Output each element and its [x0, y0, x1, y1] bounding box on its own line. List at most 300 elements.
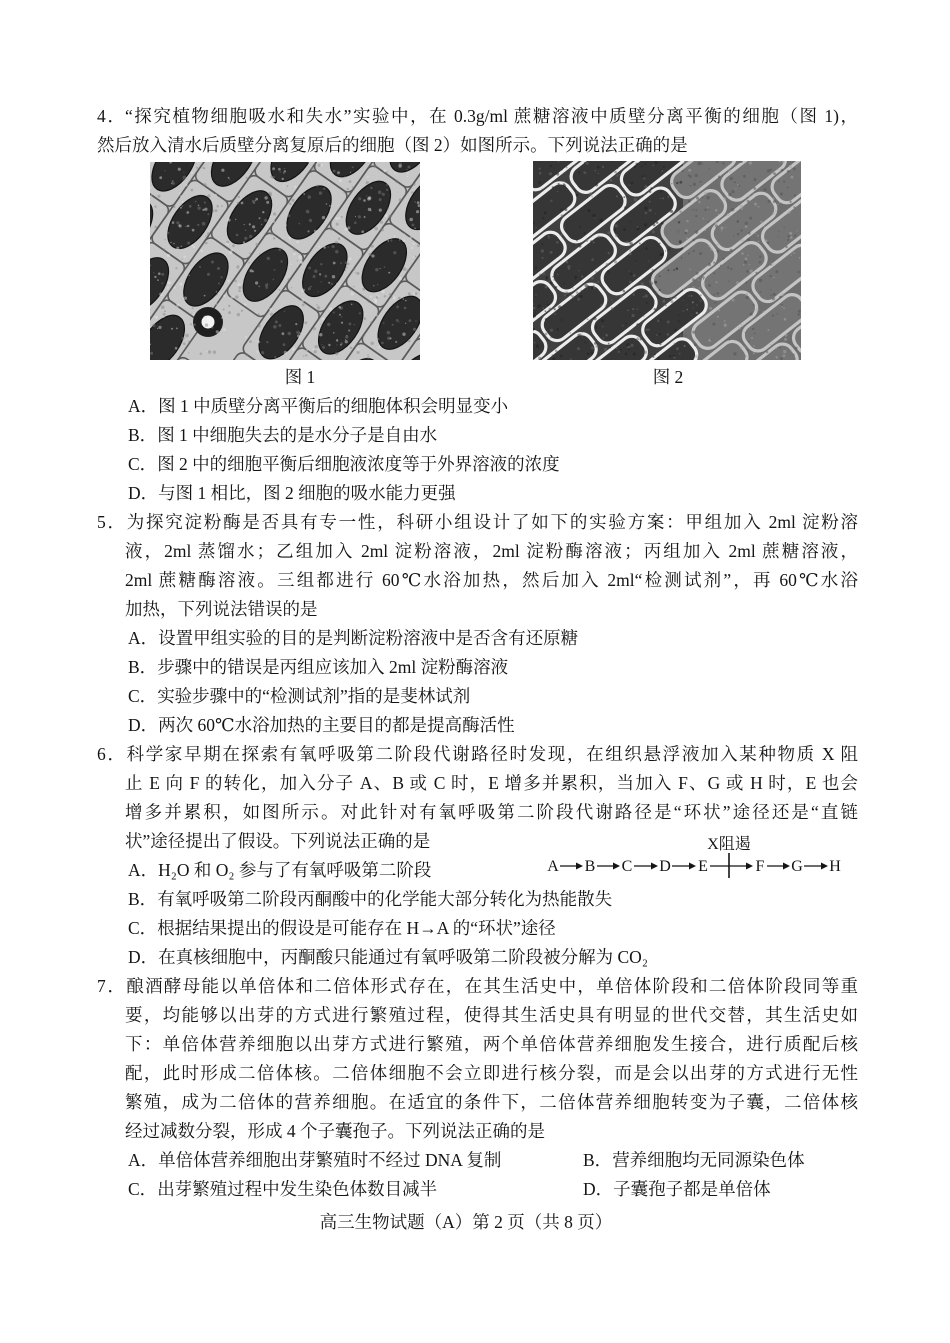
grain-dot	[409, 319, 412, 322]
grain-dot	[328, 282, 330, 284]
grain-dot	[289, 237, 291, 239]
grain-dot	[395, 180, 398, 183]
grain-dot	[409, 236, 412, 239]
grain-dot	[583, 171, 586, 174]
grain-dot	[689, 269, 690, 270]
option-text: 图 2 中的细胞平衡后细胞液浓度等于外界溶液的浓度	[157, 454, 560, 474]
grain-dot	[245, 229, 247, 231]
grain-dot	[640, 338, 642, 340]
grain-dot	[614, 260, 617, 263]
grain-dot	[622, 325, 624, 327]
grain-dot	[259, 286, 260, 287]
grain-dot	[579, 226, 581, 228]
grain-dot	[257, 313, 259, 315]
grain-dot	[554, 313, 556, 315]
grain-dot	[692, 286, 694, 288]
grain-dot	[259, 253, 260, 254]
grain-dot	[772, 197, 774, 199]
grain-dot	[787, 187, 789, 189]
grain-dot	[367, 197, 371, 201]
grain-dot	[659, 333, 661, 335]
option-c[interactable]	[128, 1179, 437, 1199]
grain-dot	[753, 304, 755, 306]
option-c[interactable]	[97, 914, 858, 943]
grain-dot	[188, 275, 189, 276]
grain-dot	[256, 243, 259, 246]
grain-dot	[740, 205, 743, 208]
grain-dot	[593, 317, 596, 320]
blocked-arrow	[710, 853, 753, 878]
grain-dot	[796, 230, 797, 231]
grain-dot	[297, 260, 298, 261]
grain-dot	[593, 241, 595, 243]
option-text: 有氧呼吸第二阶段丙酮酸中的化学能大部分转化为热能散失	[157, 889, 613, 909]
grain-dot	[353, 286, 355, 288]
option-letter: D．	[128, 483, 159, 503]
grain-dot	[391, 296, 393, 298]
grain-dot	[779, 296, 781, 298]
option-d[interactable]	[97, 479, 858, 508]
grain-dot	[778, 236, 779, 237]
grain-dot	[577, 298, 580, 301]
grain-dot	[180, 207, 182, 209]
grain-dot	[576, 240, 578, 242]
grain-dot	[378, 346, 380, 348]
grain-dot	[591, 351, 594, 354]
grain-dot	[367, 356, 370, 359]
grain-dot	[587, 197, 588, 198]
option-b[interactable]	[97, 653, 858, 682]
grain-dot	[600, 304, 602, 306]
grain-dot	[643, 315, 645, 317]
grain-dot	[718, 309, 720, 311]
grain-dot	[793, 206, 795, 208]
grain-dot	[654, 281, 657, 284]
grain-dot	[182, 179, 183, 180]
question-stem-line: 下：单倍体营养细胞以出芽方式进行繁殖，两个单倍体营养细胞发生接合，进行质配后核	[125, 1034, 858, 1054]
grain-dot	[550, 251, 553, 254]
grain-dot	[167, 287, 169, 289]
grain-dot	[641, 282, 644, 285]
grain-dot	[381, 342, 384, 345]
grain-dot	[748, 196, 750, 198]
grain-dot	[747, 200, 750, 203]
grain-dot	[643, 296, 645, 298]
grain-dot	[193, 323, 196, 326]
grain-dot	[757, 235, 759, 237]
grain-dot	[570, 332, 572, 334]
grain-dot	[319, 191, 322, 194]
grain-dot	[689, 175, 692, 178]
grain-dot	[282, 178, 284, 180]
option-a[interactable]	[128, 1150, 501, 1170]
grain-dot	[763, 226, 765, 228]
grain-dot	[735, 188, 736, 189]
grain-dot	[284, 351, 287, 354]
option-d[interactable]	[583, 1175, 771, 1204]
grain-dot	[288, 214, 291, 217]
grain-dot	[172, 221, 175, 224]
option-d[interactable]	[97, 943, 858, 972]
option-letter: D．	[583, 1179, 614, 1199]
grain-dot	[404, 234, 405, 235]
option-text: 单倍体营养细胞出芽繁殖时不经过 DNA 复制	[158, 1150, 502, 1170]
grain-dot	[591, 287, 593, 289]
grain-dot	[738, 185, 740, 187]
grain-dot	[155, 316, 158, 319]
grain-dot	[765, 239, 768, 242]
grain-dot	[744, 346, 746, 348]
grain-dot	[275, 321, 278, 324]
grain-dot	[238, 283, 241, 286]
grain-dot	[176, 304, 179, 307]
grain-dot	[221, 205, 223, 207]
grain-dot	[300, 279, 301, 280]
grain-dot	[192, 312, 195, 315]
grain-dot	[789, 201, 791, 203]
grain-dot	[618, 174, 619, 175]
grain-dot	[787, 239, 789, 241]
grain-dot	[686, 220, 688, 222]
grain-dot	[690, 314, 692, 316]
grain-dot	[588, 209, 591, 212]
grain-dot	[555, 286, 557, 288]
grain-dot	[748, 255, 749, 256]
grain-dot	[730, 268, 732, 270]
grain-dot	[315, 345, 318, 348]
grain-dot	[561, 234, 563, 236]
grain-dot	[660, 319, 662, 321]
grain-dot	[649, 201, 651, 203]
grain-dot	[545, 333, 548, 336]
grain-dot	[649, 189, 650, 190]
grain-dot	[587, 352, 590, 355]
option-b[interactable]	[97, 421, 858, 450]
option-b[interactable]	[583, 1146, 805, 1175]
grain-dot	[799, 257, 801, 259]
grain-dot	[759, 256, 761, 258]
option-c[interactable]	[97, 450, 858, 479]
grain-dot	[417, 244, 420, 247]
grain-dot	[538, 181, 540, 183]
option-letter: B．	[128, 657, 158, 677]
grain-dot	[365, 314, 366, 315]
grain-dot	[659, 343, 661, 345]
option-d[interactable]	[97, 711, 858, 740]
grain-dot	[249, 253, 251, 255]
grain-dot	[692, 307, 694, 309]
grain-dot	[605, 305, 607, 307]
grain-dot	[319, 273, 321, 275]
grain-dot	[578, 270, 579, 271]
grain-dot	[656, 334, 658, 336]
grain-dot	[772, 212, 775, 215]
grain-dot	[375, 268, 378, 271]
grain-dot	[678, 221, 680, 223]
question-stem-line: 增多并累积，如图所示。对此针对有氧呼吸第二阶段代谢路径是“环状”途径还是“直链	[125, 802, 858, 822]
grain-dot	[692, 301, 694, 303]
grain-dot	[732, 299, 735, 302]
grain-dot	[211, 327, 213, 329]
grain-dot	[368, 248, 369, 249]
grain-dot	[781, 304, 783, 306]
grain-dot	[733, 352, 736, 355]
grain-dot	[283, 343, 286, 346]
grain-dot	[313, 327, 316, 330]
grain-dot	[678, 314, 679, 315]
grain-dot	[629, 281, 632, 284]
grain-dot	[593, 285, 595, 287]
grain-dot	[679, 181, 682, 184]
grain-dot	[184, 256, 186, 258]
grain-dot	[371, 254, 374, 257]
grain-dot	[358, 197, 361, 200]
grain-dot	[407, 176, 409, 178]
grain-dot	[696, 272, 699, 275]
option-a[interactable]	[97, 392, 858, 421]
grain-dot	[715, 225, 718, 228]
grain-dot	[692, 331, 695, 334]
grain-dot	[348, 330, 350, 332]
grain-dot	[408, 339, 411, 342]
pathway-node-f: F	[755, 858, 765, 875]
grain-dot	[182, 201, 184, 203]
grain-dot	[700, 294, 702, 296]
pathway-node-e: E	[698, 858, 708, 875]
grain-dot	[696, 312, 698, 314]
grain-dot	[644, 185, 647, 188]
grain-dot	[595, 271, 597, 273]
page-footer: 高三生物试题（A）第 2 页（共 8 页）	[319, 1212, 613, 1232]
grain-dot	[746, 293, 748, 295]
option-c[interactable]	[97, 682, 858, 711]
grain-dot	[393, 251, 396, 254]
grain-dot	[629, 250, 631, 252]
grain-dot	[541, 188, 543, 190]
grain-dot	[631, 314, 634, 317]
grain-dot	[716, 292, 719, 295]
grain-dot	[652, 223, 655, 226]
grain-dot	[629, 221, 631, 223]
grain-dot	[340, 262, 342, 264]
option-text: 图 1 中质壁分离平衡后的细胞体积会明显变小	[158, 396, 509, 416]
grain-dot	[694, 343, 697, 346]
grain-dot	[254, 230, 256, 232]
grain-dot	[645, 294, 648, 297]
grain-dot	[413, 292, 415, 294]
grain-dot	[333, 311, 335, 313]
grain-dot	[245, 336, 247, 338]
grain-dot	[683, 300, 685, 302]
grain-dot	[740, 334, 741, 335]
grain-dot	[338, 306, 341, 309]
grain-dot	[713, 262, 715, 264]
grain-dot	[284, 170, 286, 172]
grain-dot	[542, 217, 544, 219]
grain-dot	[289, 202, 292, 205]
grain-dot	[555, 350, 558, 353]
grain-dot	[798, 313, 800, 315]
arrow	[560, 863, 583, 870]
grain-dot	[161, 207, 163, 209]
grain-dot	[692, 239, 695, 242]
grain-dot	[390, 239, 392, 241]
grain-dot	[717, 316, 719, 318]
grain-dot	[167, 254, 170, 257]
option-text: 在真核细胞中，丙酮酸只能通过有氧呼吸第二阶段被分解为 CO₂	[158, 947, 648, 967]
grain-dot	[255, 200, 256, 201]
grain-dot	[602, 326, 604, 328]
grain-dot	[708, 284, 711, 287]
option-a[interactable]	[97, 624, 858, 653]
grain-dot	[673, 355, 675, 357]
grain-dot	[615, 224, 618, 227]
grain-dot	[344, 284, 346, 286]
option-text: 两次 60℃水浴加热的主要目的都是提高酶活性	[158, 715, 515, 735]
grain-dot	[388, 272, 390, 274]
grain-dot	[775, 347, 777, 349]
grain-dot	[746, 270, 749, 273]
grain-dot	[244, 303, 246, 305]
grain-dot	[747, 350, 749, 352]
grain-dot	[371, 245, 374, 248]
grain-dot	[150, 352, 153, 355]
grain-dot	[671, 300, 674, 303]
grain-dot	[601, 319, 604, 322]
grain-dot	[717, 250, 720, 253]
grain-dot	[329, 205, 331, 207]
grain-dot	[351, 293, 354, 296]
grain-dot	[577, 347, 580, 350]
grain-dot	[770, 344, 772, 346]
grain-dot	[415, 320, 416, 321]
grain-dot	[636, 337, 639, 340]
grain-dot	[636, 308, 638, 310]
grain-dot	[740, 323, 742, 325]
grain-dot	[383, 322, 385, 324]
grain-dot	[699, 271, 700, 272]
grain-dot	[591, 258, 594, 261]
grain-dot	[223, 328, 226, 331]
grain-dot	[743, 175, 746, 178]
grain-dot	[249, 223, 251, 225]
grain-dot	[643, 177, 644, 178]
grain-dot	[335, 250, 338, 253]
grain-dot	[178, 168, 181, 171]
grain-dot	[679, 353, 681, 355]
grain-dot	[704, 192, 707, 195]
grain-dot	[174, 287, 176, 289]
grain-dot	[366, 195, 367, 196]
grain-dot	[753, 352, 755, 354]
grain-dot	[690, 185, 692, 187]
grain-dot	[332, 275, 335, 278]
grain-dot	[266, 341, 268, 343]
grain-dot	[415, 256, 417, 258]
grain-dot	[699, 162, 702, 165]
grain-dot	[157, 328, 158, 329]
grain-dot	[740, 229, 742, 231]
grain-dot	[629, 253, 632, 256]
grain-dot	[282, 238, 284, 240]
grain-dot	[785, 246, 788, 249]
grain-dot	[737, 220, 740, 223]
grain-dot	[408, 292, 411, 295]
grain-dot	[273, 325, 277, 329]
grain-dot	[688, 169, 691, 172]
grain-dot	[164, 239, 165, 240]
grain-dot	[366, 181, 369, 184]
grain-dot	[668, 248, 670, 250]
grain-dot	[696, 197, 699, 200]
figure-2-caption: 图 2	[652, 367, 684, 387]
grain-dot	[583, 274, 584, 275]
arrow	[634, 863, 658, 870]
grain-dot	[614, 302, 615, 303]
grain-dot	[249, 340, 252, 343]
grain-dot	[707, 207, 709, 209]
grain-dot	[753, 193, 754, 194]
grain-dot	[265, 284, 268, 287]
grain-dot	[718, 214, 720, 216]
grain-dot	[625, 323, 627, 325]
grain-dot	[389, 293, 392, 296]
grain-dot	[191, 244, 193, 246]
grain-dot	[624, 206, 627, 209]
grain-dot	[535, 294, 536, 295]
grain-dot	[793, 354, 795, 356]
grain-dot	[754, 178, 757, 181]
grain-dot	[180, 195, 182, 197]
grain-dot	[278, 248, 281, 251]
grain-dot	[721, 295, 723, 297]
grain-dot	[414, 201, 416, 203]
grain-dot	[568, 268, 570, 270]
grain-dot	[376, 294, 377, 295]
grain-dot	[768, 200, 771, 203]
grain-dot	[650, 187, 652, 189]
grain-dot	[654, 308, 657, 311]
grain-dot	[707, 221, 709, 223]
grain-dot	[385, 214, 388, 217]
grain-dot	[183, 342, 186, 345]
figure-1-caption: 图 1	[284, 367, 316, 387]
grain-dot	[536, 344, 539, 347]
grain-dot	[550, 282, 553, 285]
grain-dot	[669, 355, 672, 358]
option-text: H₂O 和 O₂ 参与了有氧呼吸第二阶段	[158, 860, 432, 880]
option-letter: A．	[128, 860, 159, 880]
grain-dot	[402, 239, 405, 242]
grain-dot	[241, 310, 243, 312]
grain-dot	[252, 200, 255, 203]
grain-dot	[183, 176, 187, 180]
grain-dot	[351, 304, 353, 306]
grain-dot	[550, 165, 552, 167]
grain-dot	[704, 209, 707, 212]
grain-dot	[586, 162, 589, 165]
option-b[interactable]	[97, 885, 858, 914]
grain-dot	[548, 237, 550, 239]
grain-dot	[546, 276, 548, 278]
grain-dot	[695, 209, 697, 211]
grain-dot	[158, 272, 161, 275]
grain-dot	[542, 308, 544, 310]
grain-dot	[659, 289, 661, 291]
grain-dot	[628, 271, 629, 272]
grain-dot	[331, 283, 333, 285]
grain-dot	[712, 323, 715, 326]
